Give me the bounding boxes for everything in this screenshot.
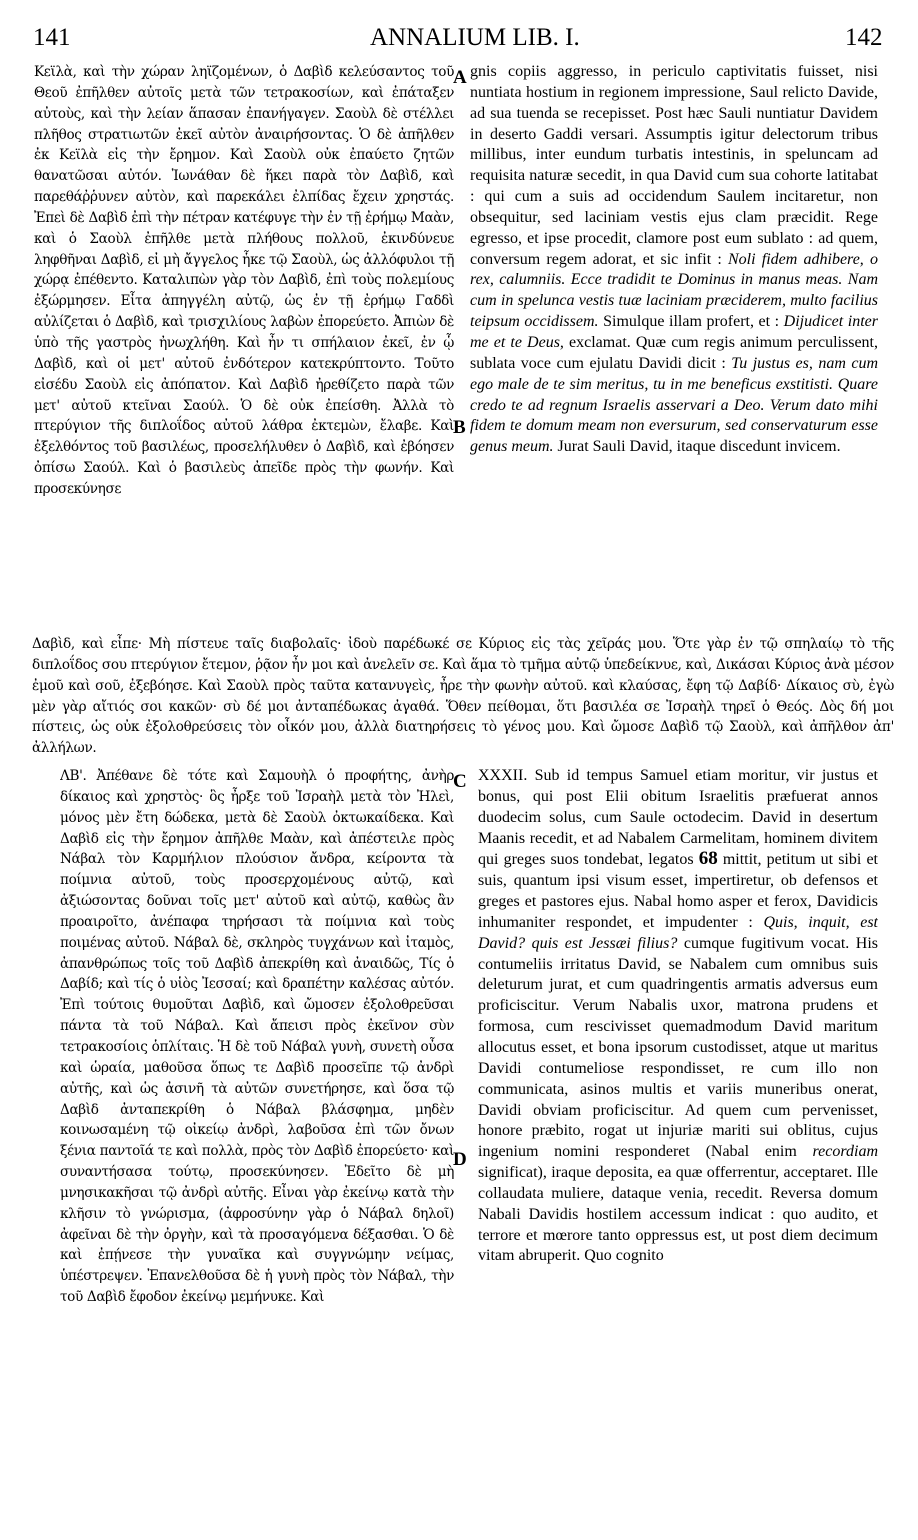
greek-column-top <box>34 62 454 634</box>
latin-text: Simulque illam profert, et : <box>598 313 784 331</box>
margin-letter-a: A <box>453 67 467 88</box>
margin-letter-d: D <box>453 1149 467 1170</box>
margin-letter-b: B <box>453 417 466 438</box>
latin-text: XXXII. Sub id tempus Samuel etiam moritur, vir justus et bonus, qui post Elii obitum Israelitis præfuerat annos duodecim solus, cum Saule octodecim. David in desertum Maanis recedit, et ad Nabalem Carmelitam, hominem divitem qui greges suos tondebat, legatos <box>478 767 878 869</box>
latin-quote: Quis, inquit, est David? quis est Jessæi filius? <box>478 913 878 952</box>
running-title: ANNALIUM LIB. I. <box>370 24 580 51</box>
latin-text: significat), iraque deposita, ea quæ offerrentur, acceptaret. Ille collaudata muliere, dataque venia, recedit. Reversa domum Nabali Davidis hostilem accessum indicat : quo audito, et terrore et mœrore tanto oppressus est, ut post diem decimum vitam abruperit. Quo cognito <box>478 1164 878 1265</box>
greek-paragraph: Κεϊλὰ, καὶ τὴν χώραν ληϊζομένων, ὁ Δαβὶδ κελεύσαντος τοῦ Θεοῦ ἐπῆλθεν αὐτοῖς μετὰ τῶν τετρακοσίων, καὶ ἐπάταξεν αὐτοὺς, καὶ τὴν λείαν ἅπασαν ἐπανήγαγεν. Σαοὺλ δὲ στέλλει πλῆθος στρατιωτῶν ἐκεῖ αὐτὸν ἀναιρήσοντας. Ὁ δὲ ἀπῆλθεν ἐκ Κεϊλὰ εἰς τὴν ἔρημον. Καὶ Σαοὺλ οὐκ ἐπαύετο ζητῶν θανατῶσαι αὐτόν. Ἰωνάθαν δὲ ἥκει παρὰ τὸν Δαβὶδ, καὶ παρεθάῤῥυνεν αὐτὸν, καὶ παρεκάλει ἐλπίδας ἔχειν χρηστάς. Ἐπεὶ δὲ Δαβὶδ ἐπὶ τὴν πέτραν κατέφυγε τὴν ἐν τῇ ἐρήμῳ Μαὰν, καὶ ὁ Σαοὺλ ἐπῆλθε μετὰ πλήθους πολλοῦ, ἐκινδύνευε ληφθῆναι Δαβὶδ, εἰ μὴ ἄγγελος ἧκε τῷ Σαοὺλ, ὡς ἀλλόφυλοι τῇ χώρᾳ ἐπέθεντο. Καταλιπὼν γὰρ τὸν Δαβὶδ, ἐπὶ τοὺς πολεμίους ἐξώρμησεν. Εἶτα ἀπηγγέλη αὐτῷ, ὡς ἐν τῇ ἐρήμῳ Γαδδὶ αὐλίζεται ὁ Δαβὶδ, καὶ τρισχιλίους λαβὼν ἐπορεύετο. Ἀπιὼν δὲ ὑπὸ τῆς γαστρὸς ἠνωχλήθη. Καὶ ἦν τι σπήλαιον ἐκεῖ, ἐν ᾧ Δαβὶδ, καὶ οἱ μετ' αὐτοῦ ἐνδότερον κατεκρύπτοντο. Τοῦτο εἰσέδυ Σαοὺλ εἰς ἀπόπατον. Καὶ Δαβὶδ ἠρεθίζετο παρὰ τῶν μετ' αὐτοῦ κτεῖναι Σαούλ. Ὁ δὲ οὐκ ἐπείσθη. Ἀλλὰ τὸ πτερύγιον τῆς διπλοΐδος αὐτοῦ λάθρα ἐκτεμὼν, ἔλαβε. Καὶ ἐξελθόντος τοῦ βασιλέως, προσελήλυθεν ὁ Δαβὶδ, καὶ ἐβόησεν ὀπίσω Σαούλ. Καὶ ὁ βασιλεὺς ἀπεῖδε πρὸς τὴν φωνήν. Καὶ προσεκύνησε <box>34 64 454 497</box>
latin-text: gnis copiis aggresso, in periculo captivitatis fuisset, nisi nuntiata hostium in regionem impressione, Saul relicto Davide, ad sua tuenda se recepisset. Post hæc Sauli nuntiatur Davidem in deserto Gaddi versari. Assumptis igitur delectorum tribus millibus, inter eundum turbatis intestinis, in speluncam ad requisita naturæ secedit, in qua David cum sua cohorte latitabat : qui cum a suis ad occidendum Saulem incitaretur, non obsequitur, sed laciniam vestis ejus clam præcidit. Rege egresso, et ipse procedit, clamore post eum sublato : ad quem, conversum regem adorat, et sic infit : <box>470 63 878 268</box>
latin-column-top <box>470 62 878 634</box>
latin-text: Jurat Sauli David, itaque discedunt invicem. <box>553 438 841 456</box>
greek-paragraph: ΛΒ'. Ἀπέθανε δὲ τότε καὶ Σαμουὴλ ὁ προφήτης, ἀνὴρ δίκαιος καὶ χρηστὸς· ὃς ἦρξε τοῦ Ἰσραὴλ μετὰ τὸν Ἠλεὶ, μόνος μὲν ἔτη δώδεκα, μετὰ δὲ Σαοὺλ ὀκτωκαίδεκα. Καὶ Δαβὶδ εἰς τὴν ἔρημον ἀπῆλθε Μαὰν, καὶ ἀπέστειλε πρὸς Νάβαλ τὸν Καρμήλιον πλούσιον ἄνδρα, κείροντα τὰ ποίμνια αὐτοῦ, τοὺς προσερχομένους αὐτῷ, καὶ ἀξιώσοντας δοῦναι τοῖς μετ' αὐτοῦ καὶ αὐτῷ, καθὼς ἂν προαιροῖτο, ἀνέπαφα τηρήσασι τὰ ποίμνια καὶ τοὺς ποιμένας αὐτοῦ. Νάβαλ δὲ, σκληρὸς τυγχάνων καὶ ἰταμὸς, ἀπανθρώπως τοῖς τοῦ Δαβὶδ ἀπεκρίθη καὶ ἀναιδῶς, Τίς ὁ Δαβίδ; καὶ τίς ὁ υἱὸς Ἰεσσαί; καὶ δραπέτην καλέσας αὐτόν. Ἐπὶ τούτοις θυμοῦται Δαβὶδ, καὶ ὤμοσεν ἐξολοθρεῦσαι πάντα τὰ τοῦ Νάβαλ. Καὶ ἄπεισι πρὸς ἐκεῖνον σὺν τετρακοσίοις ὁπλίταις. Ἡ δὲ τοῦ Νάβαλ γυνὴ, συνετὴ οὖσα καὶ ὡραία, μαθοῦσα ὅπως τε Δαβὶδ προσεῖπε τῷ ἀνδρὶ αὐτῆς, καὶ ὡς ἀσινῆ τὰ αὐτῶν συνετήρησε, καὶ ὅσα τῷ Δαβὶδ ἀνταπεκρίθη ὁ Νάβαλ βλάσφημα, μηδὲν κοινωσαμένη τῷ οἰκείῳ ἀνδρὶ, λαβοῦσα ἐπὶ τῶν ὄνων ξένια παντοῖά τε καὶ πολλὰ, πρὸς τὸν Δαβὶδ ἐπορεύετο· καὶ συναντήσασα τούτῳ, προσεκύνησεν. Ἐδεῖτο δὲ μὴ μνησικακῆσαι τῷ ἀνδρὶ αὐτῆς. Εἶναι γὰρ ἐκείνῳ κατὰ τὴν κλῆσιν τὸ γνώρισμα, (ἀφροσύνην γὰρ ὁ Νάβαλ δηλοῖ) ἀφεῖναι δὲ τὴν ὀργὴν, καὶ τὰ προσαγόμενα δέξασθαι. Ὁ δὲ καὶ ἐπῄνεσε τὴν γυναῖκα καὶ συγγνώμην νείμας, ὑπέστρεψεν. Ἐπανελθοῦσα δὲ ἡ γυνὴ πρὸς τὸν Νάβαλ, τὴν τοῦ Δαβὶδ ἔφοδον ἐκείνῳ μεμήνυκε. Καὶ <box>60 768 454 1306</box>
latin-text: mittit, petitum ut sibi et suis, quantum ipsi visum esset, impertiretur, ob defensos et greges et pastores ejus. Nabal homo asper et ferox, Davidicis inhumaniter respondet, et impudenter : <box>478 851 878 931</box>
page-number-left: 141 <box>33 24 71 51</box>
latin-quote: recordiam <box>812 1143 878 1161</box>
page-marker: 68 <box>698 848 718 870</box>
latin-paragraph <box>478 766 878 1267</box>
greek-column-bottom <box>60 766 454 1518</box>
latin-text: cumque fugitivum vocat. His contumeliis irritatus David, se Nabalem cum omnibus suis deleturum jurat, et cum quadringentis armatis adversus eum proficiscitur. Verum Nabalis uxor, matrona prudens et formosa, cum rescivisset quemadmodum David maritum allocutus esset, et bona ipsorum custodisset, atque ut maritus Davidi contumeliose respondisset, re cum illo non communicata, asinos multis et variis muneribus onerat, Davidi obviam proficiscitur. Ad quem cum pervenisset, honore præbito, rogat ut injuriæ mariti sui oblitus, cujus ingenium nomini responderet (Nabal enim <box>478 934 878 1161</box>
latin-quote: Tu justus es, nam cum ego male de te sim meritus, tu in me beneficus exstitisti. Quare credo te ad regnum Israelis asservari a Deo. Verum dato mihi fidem te domum meam non eversurum, sed conservaturum esse genus meum. <box>470 354 878 456</box>
margin-letter-c: C <box>453 771 467 792</box>
latin-paragraph <box>470 62 878 458</box>
page-number-right: 142 <box>845 24 883 51</box>
latin-column-bottom <box>478 766 878 1518</box>
latin-quote: Noli fidem adhibere, o rex, calumniis. Ecce tradidit te Dominus in manus meas. Nam cum in spelunca vestis tuæ laciniam præciderem, multo facilius teipsum occidissem. <box>470 250 878 331</box>
latin-text: exclamat. Quæ cum regis animum perculissent, sublata voce cum ejulatu Davidi dicit : <box>470 333 878 372</box>
latin-quote: Dijudicet inter me et te Deus, <box>470 313 878 351</box>
greek-full-width-paragraph: Δαβὶδ, καὶ εἶπε· Μὴ πίστευε ταῖς διαβολαῖς· ἰδοὺ παρέδωκέ σε Κύριος εἰς τὰς χεῖράς μου. Ὅτε γὰρ ἐν τῷ σπηλαίῳ τὸ τῆς διπλοΐδος σου πτερύγιον ἔτεμον, ῥᾷον ἦν μοι καὶ ἀνελεῖν σε. Καὶ ἅμα τὸ τμῆμα αὐτῷ ὑπεδείκνυε, καὶ, Δικάσαι Κύριος ἀνὰ μέσον ἐμοῦ καὶ σοῦ, ἐξεβόησε. Καὶ Σαοὺλ πρὸς ταῦτα κατανυγεὶς, ἦρε τὴν φωνὴν αὐτοῦ. καὶ κλαύσας, ἔφη τῷ Δαβίδ· Δίκαιος σὺ, ἐγὼ μὲν γὰρ αἴτιός σοι κακῶν· σὺ δέ μοι ἀνταπέδωκας ἀγαθά. Ὅθεν πείθομαι, ὅτι βασιλέα σε Ἰσραὴλ τηρεῖ ὁ Θεός. Δὸς δή μοι πίστεις, ὡς οὐκ ἐξολοθρεύσεις τὸν οἶκόν μου, ἀλλὰ διατηρήσεις τὸ γένος μου. Καὶ ὤμοσε Δαβὶδ τῷ Σαοὺλ, καὶ ἀπῆλθον ἀπ' ἀλλήλων. <box>32 636 894 757</box>
